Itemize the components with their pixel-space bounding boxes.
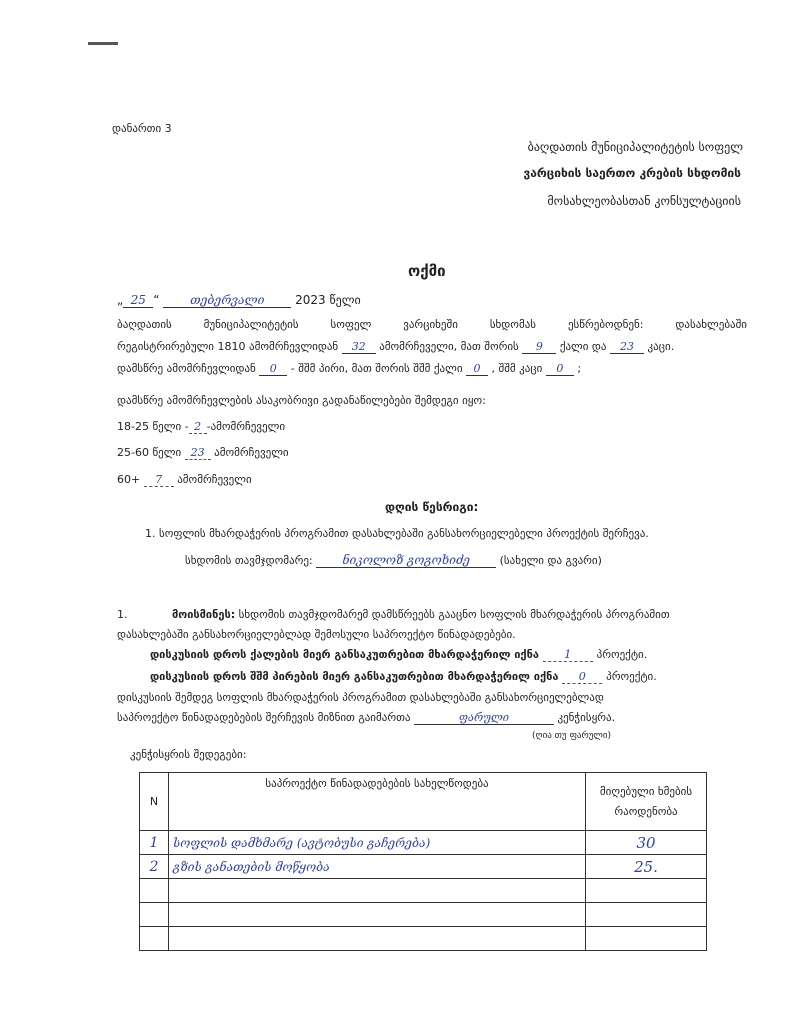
row-name: გზის განათების მოწყობა	[169, 855, 586, 879]
row-name	[169, 927, 586, 951]
row-n: 2	[140, 855, 169, 879]
intro-line-2b: ამომრჩეველი, მათ შორის	[379, 340, 519, 353]
page-title: ოქმი	[408, 262, 446, 280]
age-row-2-label: 25-60 წელი	[117, 446, 182, 459]
row-votes: 30	[586, 831, 707, 855]
table-row	[140, 903, 707, 927]
pwd-support-line	[150, 670, 657, 684]
intro-line-3c: , შშმ კაცი	[491, 362, 543, 375]
heard-num: 1.	[117, 608, 128, 621]
age-row-1-label: 18-25 წელი -	[117, 420, 189, 433]
women-support-suffix: პროექტი.	[596, 648, 648, 661]
row-votes: 25.	[586, 855, 707, 879]
results-table	[139, 772, 707, 951]
header-line-2: ვარციხის საერთო კრების სხდომის	[523, 166, 741, 180]
pwd-value: 0	[259, 362, 287, 376]
intro-line-2c: ქალი და	[559, 340, 607, 353]
women-support-line	[150, 648, 647, 662]
age-row-3-suffix: ამომრჩეველი	[177, 473, 252, 486]
pwd-support-value: 0	[562, 670, 602, 684]
women-value: 9	[522, 340, 556, 354]
pwd-women-value: 0	[466, 362, 488, 376]
age-row-3	[117, 473, 252, 487]
women-support-value: 1	[543, 648, 593, 662]
chair-hint: (სახელი და გვარი)	[499, 554, 602, 567]
results-heading: კენჭისყრის შედეგები:	[130, 748, 247, 761]
age-row-2	[117, 446, 289, 460]
registered-present-value: 32	[342, 340, 376, 354]
age-row-3-label: 60+	[117, 473, 141, 486]
table-row	[140, 927, 707, 951]
age-row-1-suffix: -ამომრჩეველი	[206, 420, 286, 433]
col-votes-header	[586, 773, 707, 831]
row-votes	[586, 903, 707, 927]
date-day: 25	[123, 293, 153, 308]
row-n	[140, 927, 169, 951]
intro-line-1: ბაღდათის მუნიციპალიტეტის სოფელ ვარციხეში სხდომას ესწრებოდნენ: დასახლებაში	[117, 318, 747, 331]
intro-line-3	[117, 362, 581, 376]
table-row	[140, 831, 707, 855]
row-n	[140, 903, 169, 927]
col-n-header: N	[140, 773, 169, 831]
pwd-support-text: დისკუსიის დროს შშმ პირების მიერ განსაკუთრებით მხარდაჭერილ იქნა	[150, 670, 559, 683]
header-line-1: ბაღდათის მუნიციპალიტეტის სოფელ	[527, 140, 743, 154]
intro-line-3b: - შშმ პირი, მათ შორის შშმ ქალი	[290, 362, 463, 375]
scan-mark	[88, 42, 118, 45]
heard-text-1: სხდომის თავმჯდომარემ დამსწრეებს გააცნო სოფლის მხარდაჭერის პროგრამით	[238, 608, 670, 621]
intro-line-3d: ;	[577, 362, 582, 375]
intro-line-2	[117, 340, 674, 354]
table-row	[140, 855, 707, 879]
after-line-1: დისკუსიის შემდეგ სოფლის მხარდაჭერის პროგრამით დასახლებაში განსახორციელებლად	[117, 691, 604, 704]
row-n	[140, 879, 169, 903]
col-name-header: საპროექტო წინადადებების სახელწოდება	[169, 773, 586, 831]
pwd-men-value: 0	[546, 362, 574, 376]
header-line-3: მოსახლეობასთან კონსულტაციის	[547, 194, 741, 208]
date-year: 2023 წელი	[295, 293, 361, 307]
intro-line-3a: დამსწრე ამომრჩევლიდან	[117, 362, 256, 375]
vote-method-hint: (ღია თუ ფარული)	[532, 731, 612, 741]
vote-method-suffix: კენჭისყრა.	[557, 711, 616, 724]
heard-line-1	[172, 608, 748, 621]
intro-line-2a: რეგისტრირებული 1810 ამომრჩევლიდან	[117, 340, 339, 353]
row-name	[169, 903, 586, 927]
agenda-item: 1. სოფლის მხარდაჭერის პროგრამით დასახლებაში განსახორციელებელი პროექტის შერჩევა.	[145, 527, 649, 540]
col-votes-header-1: მიღებული ხმების	[599, 784, 693, 798]
after-line-2-text: საპროექტო წინადადებების შერჩევის მიზნით გაიმართა	[117, 711, 411, 724]
agenda-heading: დღის წესრიგი:	[385, 500, 479, 514]
chair-label: სხდომის თავმჯდომარე:	[185, 554, 313, 567]
age-row-1-value: 2	[189, 420, 207, 434]
annex-label: დანართი 3	[112, 122, 172, 135]
date-month: თებერვალი	[163, 293, 291, 308]
row-votes	[586, 927, 707, 951]
vote-method-value: ფარული	[414, 711, 554, 725]
age-heading: დამსწრე ამომრჩევლების ასაკობრივი გადანაწილებები შემდეგი იყო:	[117, 394, 486, 407]
men-value: 23	[610, 340, 644, 354]
heard-label: მოისმინეს:	[172, 608, 236, 621]
age-row-3-value: 7	[144, 473, 174, 487]
age-row-2-value: 23	[185, 446, 211, 460]
col-votes-header-2: რაოდენობა	[614, 804, 678, 818]
age-row-2-suffix: ამომრჩეველი	[214, 446, 289, 459]
results-header-row	[140, 773, 707, 831]
row-votes	[586, 879, 707, 903]
intro-line-2d: კაცი.	[647, 340, 675, 353]
chair-name: ნიკოლოზ გოგოხიძე	[316, 553, 496, 568]
after-line-2	[117, 711, 615, 725]
table-row	[140, 879, 707, 903]
chair-row	[185, 553, 602, 568]
age-row-1	[117, 420, 285, 434]
row-n: 1	[140, 831, 169, 855]
row-name	[169, 879, 586, 903]
row-name: სოფლის დამხმარე (ავტობუსი გაჩერება)	[169, 831, 586, 855]
date-line: „ 25 “ თებერვალი 2023 წელი	[117, 293, 361, 307]
pwd-support-suffix: პროექტი.	[606, 670, 657, 683]
heard-line-2: დასახლებაში განსახორციელებლად შემოსული საპროექტო წინადადებები.	[117, 628, 516, 641]
women-support-text: დისკუსიის დროს ქალების მიერ განსაკუთრებით მხარდაჭერილ იქნა	[150, 648, 539, 661]
